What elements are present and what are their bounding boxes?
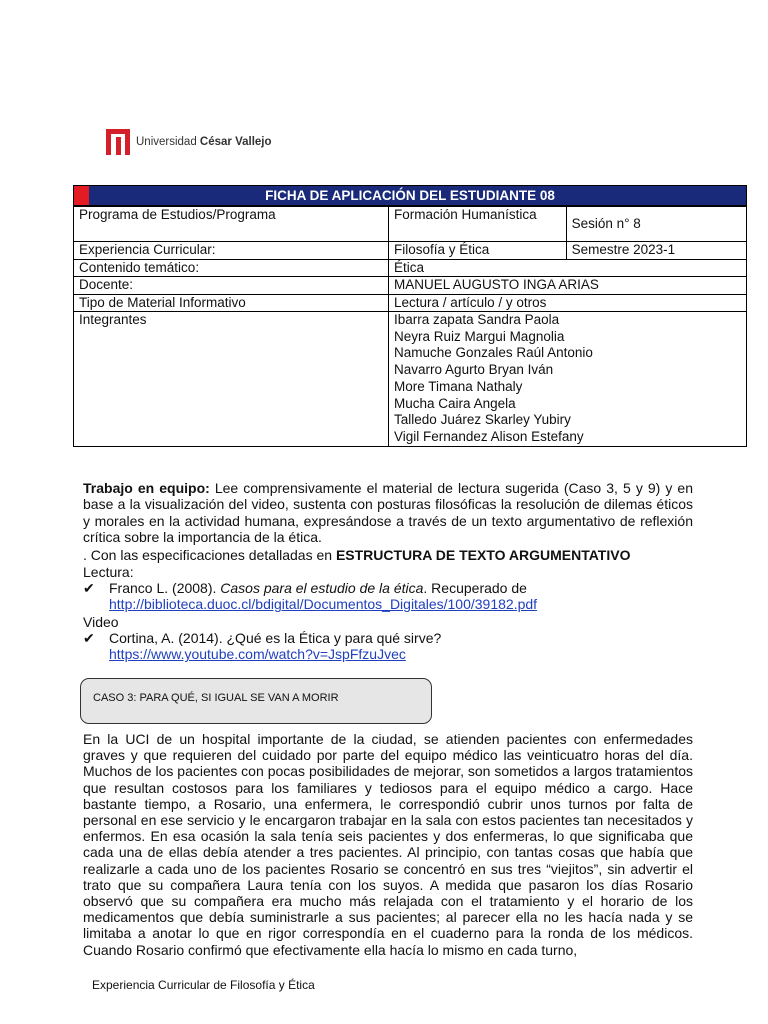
case-title: CASO 3: PARA QUÉ, SI IGUAL SE VAN A MORIR	[93, 692, 339, 704]
material-label: Tipo de Material Informativo	[74, 294, 389, 312]
integrante-item: More Timana Nathaly	[394, 378, 523, 394]
integrante-item: Namuche Gonzales Raúl Antonio	[394, 345, 593, 361]
semestre-value: Semestre 2023-1	[566, 242, 746, 260]
ficha-title: FICHA DE APLICACIÓN DEL ESTUDIANTE 08	[265, 188, 555, 203]
ficha-header	[73, 185, 747, 206]
contenido-label: Contenido temático:	[74, 259, 389, 277]
lectura-link[interactable]: http://biblioteca.duoc.cl/bdigital/Documentos_Digitales/100/39182.pdf	[109, 596, 538, 613]
experiencia-value: Filosofía y Ética	[389, 242, 567, 260]
video-reference: ✔ Cortina, A. (2014). ¿Qué es la Ética y para qué sirve? https://www.youtube.com/watch?v=JspFfzuJvec	[83, 630, 442, 663]
video-label: Video	[83, 614, 119, 630]
experiencia-label: Experiencia Curricular:	[74, 242, 389, 260]
integrantes-list	[389, 312, 747, 447]
lectura-reference: ✔ Franco L. (2008). Casos para el estudio de la ética. Recuperado de http://biblioteca.duoc.cl/bdigital/Documentos_Digitales/100/39182.pdf	[83, 580, 538, 613]
case-body: En la UCI de un hospital importante de la ciudad, se atienden pacientes con enfermedades graves y que requieren del cuidado por parte del equipo médico las veinticuatro horas del día. Muchos de los pacientes con pocas posibilidades de mejorar, son sometidos a largos tratamientos que resultan costosos para los familiares y tediosos para el equipo médico a cargo. Hace bastante tiempo, a Rosario, una enfermera, le correspondió cubrir unos turnos por falta de personal en ese servicio y le encargaron trabajar en la sala con estos pacientes tan necesitados y enfermos. En esa ocasión la sala tenía seis pacientes y dos enfermeras, lo que significaba que cada una de ellas debía atender a tres pacientes. Al principio, con tantas cosas que había que realizarle a cada uno de los pacientes Rosario se concentró en sus tres “viejitos”, sin advertir el trato que su compañera Laura tenía con los suyos. A medida que pasaron los días Rosario observó que su compañera era mucho más relajada con el tratamiento y el horario de los medicamentos que debía suministrarle a sus pacientes; al parecer ella no les hacía nada y se limitaba a anotar lo que en rigor correspondía en el cuaderno para la ronda de los médicos. Cuando Rosario confirmó que efectivamente ella hacía lo mismo en cada turno,	[83, 731, 693, 958]
integrante-item: Talledo Juárez Skarley Yubiry	[394, 412, 571, 428]
checkmark-icon: ✔	[83, 580, 95, 596]
material-value: Lectura / artículo / y otros	[389, 294, 747, 312]
programa-value: Formación Humanística	[389, 207, 567, 242]
lectura-label: Lectura:	[83, 564, 134, 580]
university-logo	[106, 129, 272, 155]
programa-label: Programa de Estudios/Programa	[74, 207, 389, 242]
case-title-box	[80, 678, 432, 724]
ucv-logo-icon	[106, 129, 130, 155]
integrante-item: Ibarra zapata Sandra Paola	[394, 312, 560, 327]
header-red-marker	[74, 186, 89, 205]
docente-value: MANUEL AUGUSTO INGA ARIAS	[389, 277, 747, 295]
integrante-item: Neyra Ruiz Margui Magnolia	[394, 328, 565, 344]
integrante-item: Vigil Fernandez Alison Estefany	[394, 428, 584, 444]
integrante-item: Mucha Caira Angela	[394, 395, 516, 411]
instructions-paragraph: Trabajo en equipo: Lee comprensivamente el material de lectura sugerida (Caso 3, 5 y 9) y en base a la visualización del video, sustenta con posturas filosóficas la resolución de dilemas éticos y morales en la actividad humana, expresándose a través de un texto argumentativo de reflexión crítica sobre la importancia de la ética.	[83, 480, 693, 545]
ficha-table	[73, 185, 747, 447]
university-name: Universidad César Vallejo	[136, 136, 272, 148]
spec-line: . Con las especificaciones detalladas en ESTRUCTURA DE TEXTO ARGUMENTATIVO	[83, 547, 631, 563]
footer-text: Experiencia Curricular de Filosofía y Ética	[92, 978, 315, 992]
docente-label: Docente:	[74, 277, 389, 295]
sesion-value: Sesión n° 8	[566, 207, 746, 242]
video-link[interactable]: https://www.youtube.com/watch?v=JspFfzuJvec	[109, 646, 406, 663]
page-footer	[0, 972, 768, 1024]
integrantes-label: Integrantes	[74, 312, 389, 447]
checkmark-icon: ✔	[83, 630, 95, 646]
contenido-value: Ética	[389, 259, 747, 277]
integrante-item: Navarro Agurto Bryan Iván	[394, 362, 554, 378]
